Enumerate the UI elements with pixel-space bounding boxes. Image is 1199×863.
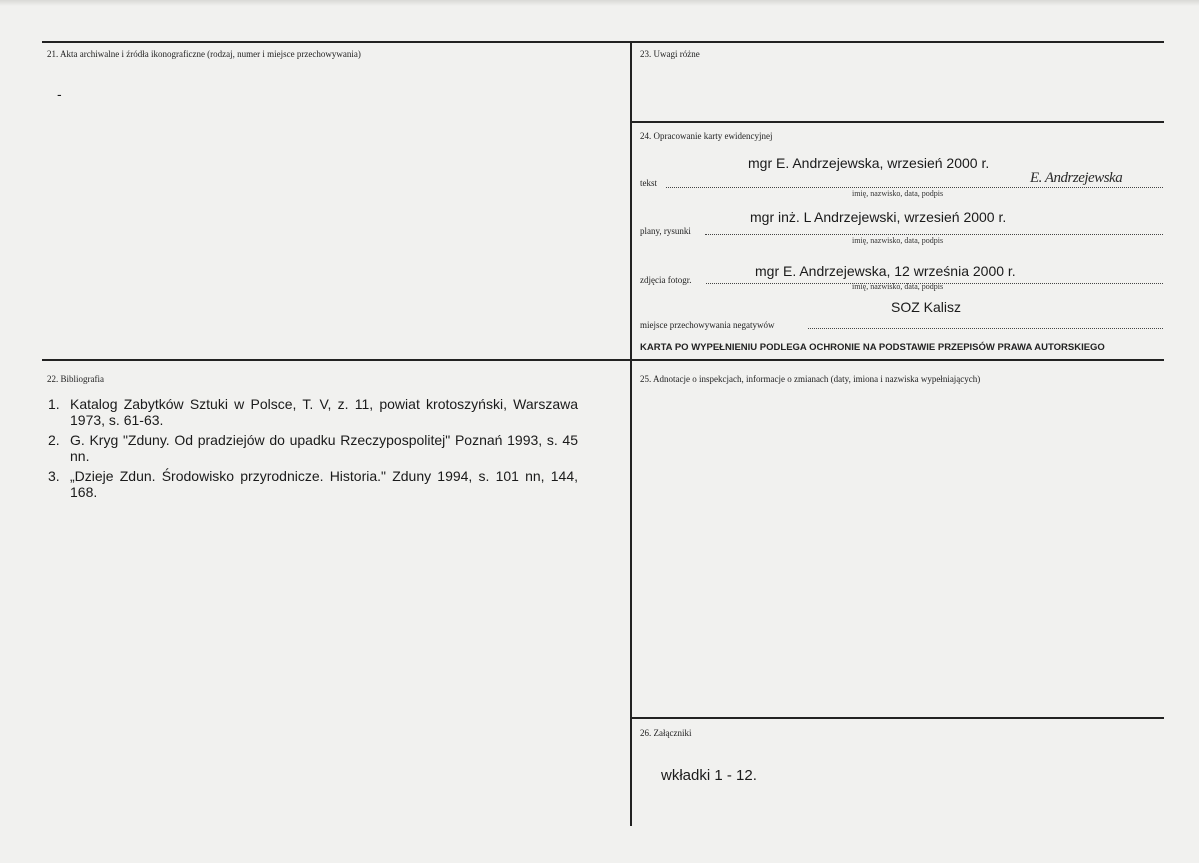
bibliography-item-number: 3.	[48, 468, 60, 484]
photos-author-value: mgr E. Andrzejewska, 12 września 2000 r.	[755, 263, 1016, 279]
section-26-label: 26. Załączniki	[640, 728, 692, 738]
text-author-value: mgr E. Andrzejewska, wrzesień 2000 r.	[748, 155, 990, 171]
plans-author-label: plany, rysunki	[640, 226, 691, 236]
bibliography-item-text: „Dzieje Zdun. Środowisko przyrodnicze. Historia." Zduny 1994, s. 101 nn, 144, 168.	[70, 468, 578, 500]
text-author-line	[666, 187, 1163, 188]
text-author-label: tekst	[640, 178, 657, 188]
scan-top-edge	[0, 0, 1199, 6]
copyright-notice: KARTA PO WYPEŁNIENIU PODLEGA OCHRONIE NA PODSTAWIE PRZEPISÓW PRAWA AUTORSKIEGO	[640, 342, 1105, 353]
plans-author-value: mgr inż. L Andrzejewski, wrzesień 2000 r.	[750, 209, 1007, 225]
bibliography-item-number: 2.	[48, 432, 60, 448]
center-divider	[630, 41, 632, 826]
bibliography-item	[48, 396, 578, 428]
bibliography-item-number: 1.	[48, 396, 60, 412]
attachments-value: wkładki 1 - 12.	[661, 767, 757, 784]
rule-25-26	[631, 717, 1164, 719]
bibliography-list	[48, 396, 578, 504]
plans-author-line	[705, 234, 1163, 235]
photos-author-caption: imię, nazwisko, data, podpis	[852, 282, 944, 291]
negatives-location-line	[808, 328, 1163, 329]
section-21-label: 21. Akta archiwalne i źródła ikonograficzne (rodzaj, numer i miejsce przechowywania)	[47, 49, 361, 59]
middle-rule	[42, 359, 1164, 361]
negatives-location-value: SOZ Kalisz	[891, 299, 962, 315]
photos-author-label: zdjęcia fotogr.	[640, 275, 692, 285]
text-author-caption: imię, nazwisko, data, podpis	[852, 189, 944, 198]
rule-23-24	[631, 121, 1164, 123]
bibliography-item-text: G. Kryg "Zduny. Od pradziejów do upadku Rzeczypospolitej" Poznań 1993, s. 45 nn.	[70, 432, 578, 464]
negatives-location-label: miejsce przechowywania negatywów	[640, 320, 775, 330]
bibliography-item	[48, 468, 578, 500]
section-22-label: 22. Bibliografia	[47, 374, 104, 384]
section-24-label: 24. Opracowanie karty ewidencyjnej	[640, 131, 773, 141]
section-21-value: -	[57, 86, 62, 102]
section-25-label: 25. Adnotacje o inspekcjach, informacje o zmianach (daty, imiona i nazwiska wypełniających)	[640, 374, 981, 384]
bibliography-item-text: Katalog Zabytków Sztuki w Polsce, T. V, z. 11, powiat krotoszyński, Warszawa 1973, s. 61-63.	[70, 396, 578, 428]
bibliography-item	[48, 432, 578, 464]
section-23-label: 23. Uwagi różne	[640, 49, 700, 59]
author-signature: E. Andrzejewska	[1030, 170, 1123, 186]
plans-author-caption: imię, nazwisko, data, podpis	[852, 236, 944, 245]
top-rule	[42, 41, 1164, 43]
